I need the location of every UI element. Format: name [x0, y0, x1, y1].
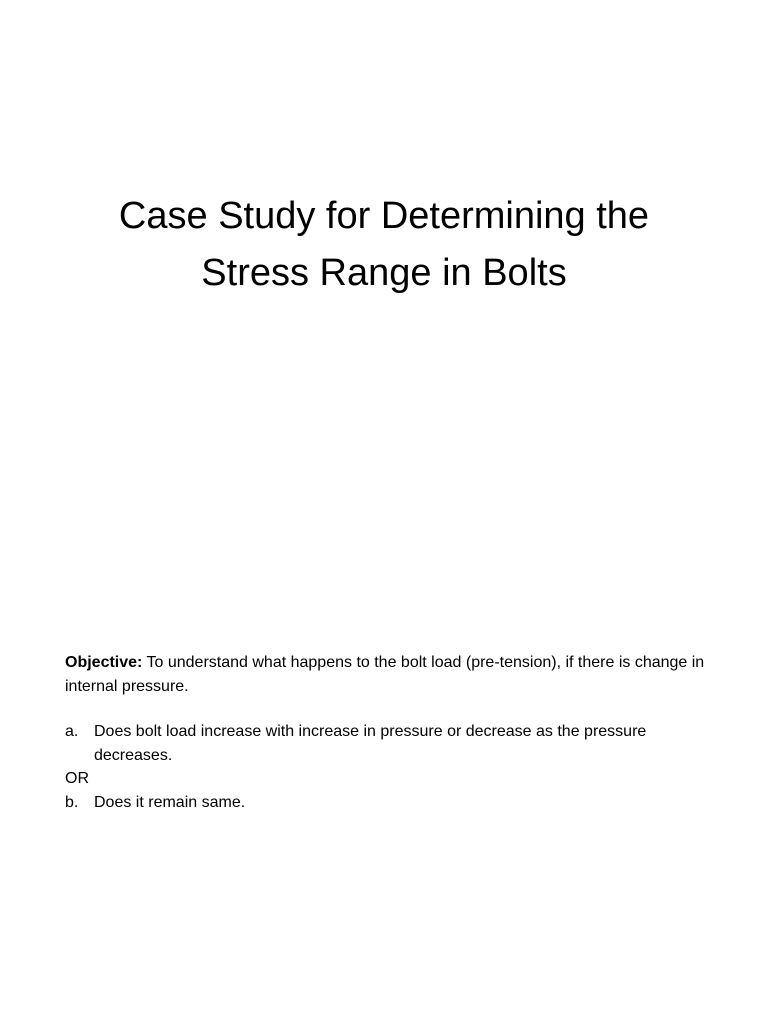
- list-marker-a: a.: [65, 723, 79, 740]
- objective-section: [65, 651, 715, 814]
- spacer: [65, 698, 715, 720]
- list-marker-b: b.: [65, 793, 79, 811]
- page-title: [40, 188, 728, 302]
- or-connector: OR: [65, 770, 89, 787]
- list-item-b: [65, 791, 715, 815]
- objective-text: To understand what happens to the bolt load (pre-tension), if there is change in internal pressure.: [65, 654, 705, 695]
- list-item-a: [65, 720, 715, 767]
- list-text-a: Does bolt load increase with increase in pressure or decrease as the pressure decreases.: [94, 723, 647, 764]
- objective-label: Objective:: [65, 654, 143, 671]
- title-line-2: Stress Range in Bolts: [201, 252, 567, 294]
- objective-paragraph: [65, 651, 715, 698]
- list-text-b: Does it remain same.: [94, 793, 246, 811]
- title-line-1: Case Study for Determining the: [118, 195, 650, 237]
